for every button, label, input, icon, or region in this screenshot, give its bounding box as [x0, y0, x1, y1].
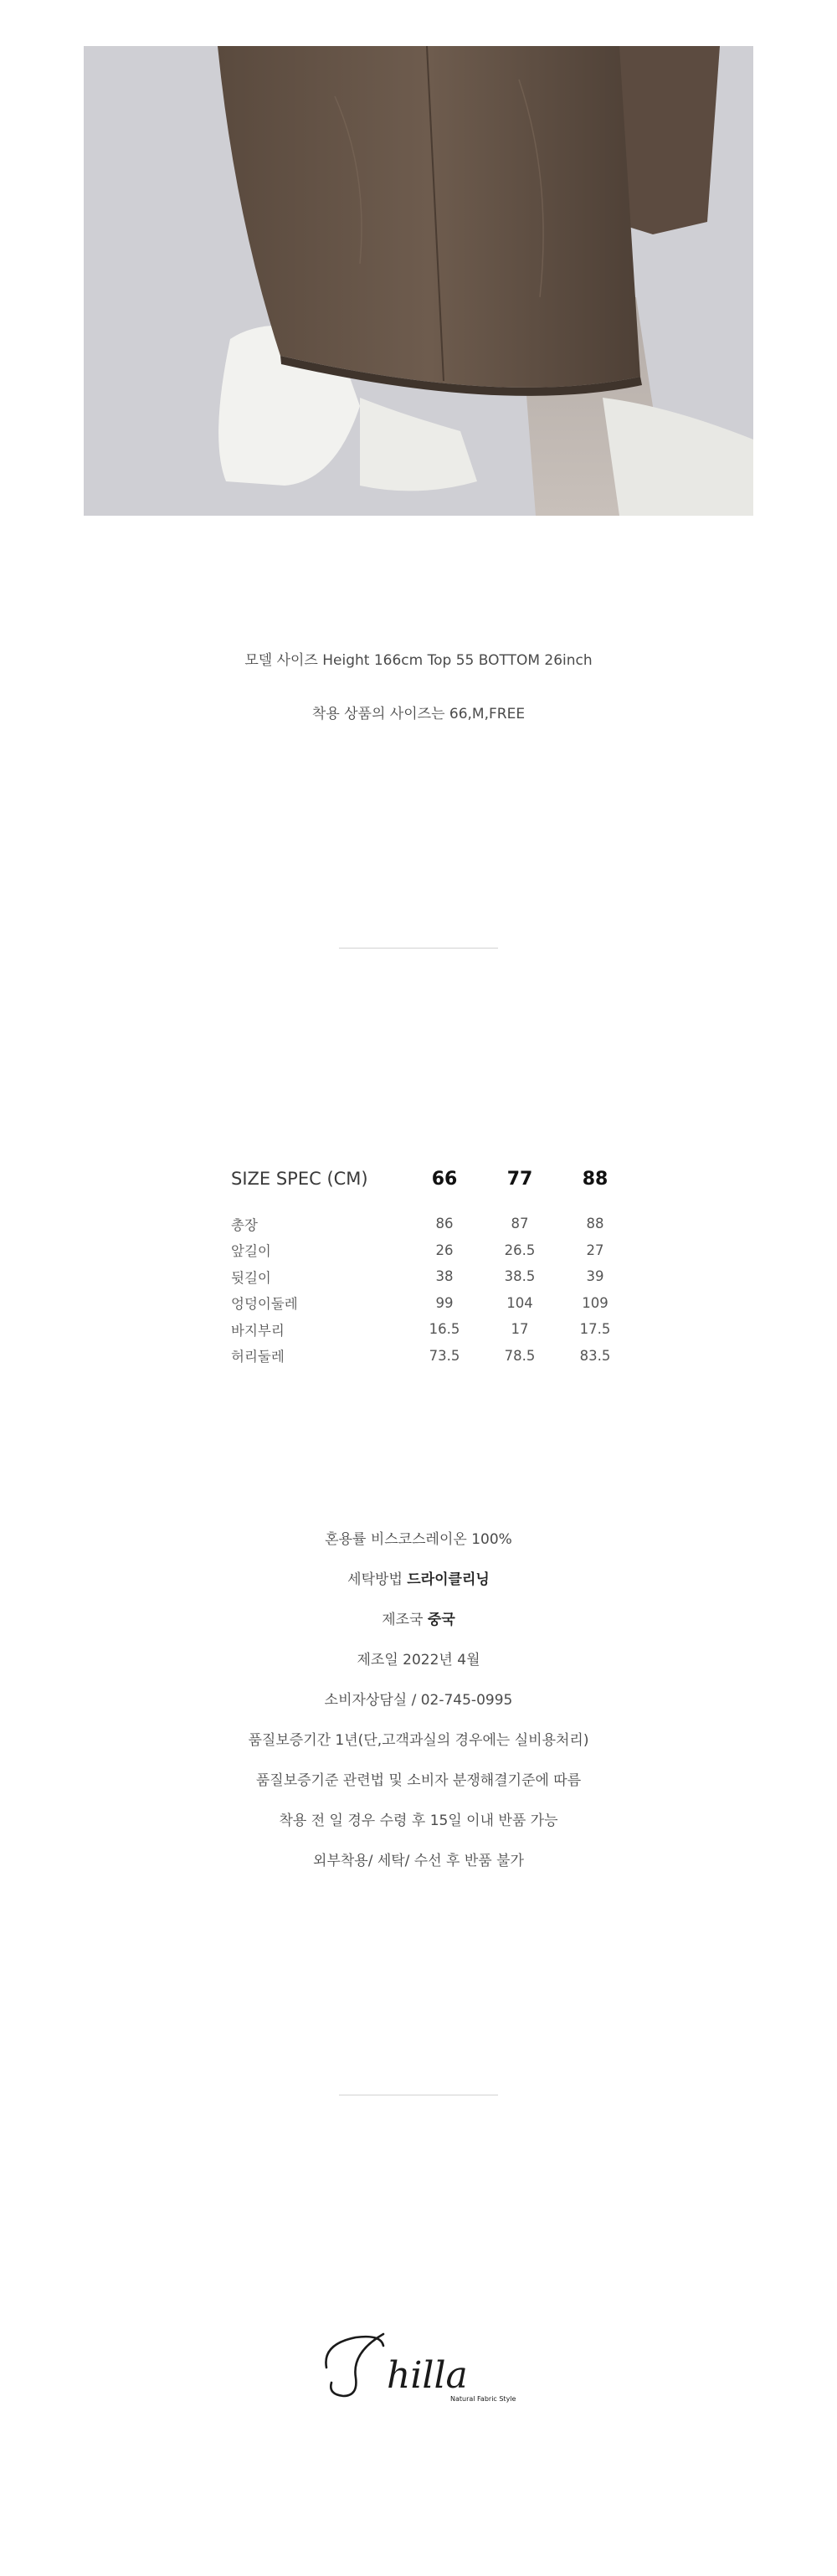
table-row [231, 1343, 633, 1370]
warranty-period: 품질보증기간 1년(단,고객과실의 경우에는 실비용처리) [248, 1732, 589, 1749]
size-spec-header-row [231, 1167, 633, 1211]
product-info-block [0, 1527, 837, 1889]
manufacture-date: 제조일 2022년 4월 [357, 1652, 480, 1668]
shilla-logo-mark [318, 2319, 519, 2411]
customer-service: 소비자상담실 / 02-745-0995 [324, 1692, 513, 1709]
row-label: 앞길이 [231, 1243, 271, 1260]
svg-text:hilla: hilla [387, 2354, 468, 2397]
cell-value: 104 [506, 1294, 533, 1311]
row-label: 총장 [231, 1216, 258, 1233]
fabric-composition: 혼용률 비스코스레이온 100% [325, 1531, 512, 1548]
table-row [231, 1263, 633, 1290]
cell-value: 26 [435, 1242, 454, 1258]
trousers-hem-illustration [84, 46, 753, 516]
wash-method-label: 세탁방법 [347, 1571, 408, 1588]
cell-value: 16.5 [429, 1321, 460, 1338]
cell-value: 78.5 [504, 1347, 536, 1364]
cell-value: 26.5 [504, 1242, 536, 1258]
size-header-77: 77 [506, 1168, 533, 1190]
worn-size-text: 착용 상품의 사이즈는 66,M,FREE [311, 706, 526, 722]
cell-value: 99 [435, 1294, 454, 1311]
warranty-standard: 품질보증기준 관련법 및 소비자 분쟁해결기준에 따름 [255, 1772, 582, 1789]
row-label: 허리둘레 [231, 1349, 285, 1365]
row-label: 바지부리 [231, 1322, 285, 1339]
size-spec-table [231, 1167, 633, 1369]
shilla-logo [318, 2319, 519, 2411]
return-policy: 착용 전 일 경우 수령 후 15일 이내 반품 가능 [279, 1812, 558, 1829]
cell-value: 87 [511, 1216, 529, 1232]
size-header-88: 88 [582, 1168, 608, 1190]
table-row [231, 1237, 633, 1264]
wash-method-value: 드라이클리닝 [407, 1571, 490, 1588]
product-photo [84, 46, 753, 516]
cell-value: 38.5 [504, 1268, 536, 1285]
model-size-text: 모델 사이즈 Height 166cm Top 55 BOTTOM 26inch [244, 652, 593, 669]
origin-label: 제조국 [382, 1612, 428, 1628]
cell-value: 73.5 [429, 1347, 460, 1364]
svg-text:Natural Fabric Style: Natural Fabric Style [450, 2395, 516, 2403]
cell-value: 83.5 [579, 1347, 611, 1364]
cell-value: 17.5 [579, 1321, 611, 1338]
size-spec-title: SIZE SPEC (CM) [231, 1169, 368, 1189]
cell-value: 39 [586, 1268, 604, 1285]
cell-value: 109 [582, 1294, 608, 1311]
section-divider [339, 948, 498, 949]
wash-method [0, 1567, 837, 1607]
table-row [231, 1316, 633, 1343]
cell-value: 17 [511, 1321, 529, 1338]
table-row [231, 1211, 633, 1237]
cell-value: 88 [586, 1216, 604, 1232]
row-label: 엉덩이둘레 [231, 1296, 298, 1313]
cell-value: 86 [435, 1216, 454, 1232]
size-header-66: 66 [431, 1168, 458, 1190]
no-return-notice: 외부착용/ 세탁/ 수선 후 반품 불가 [313, 1853, 524, 1869]
row-label: 뒷길이 [231, 1269, 271, 1286]
table-row [231, 1290, 633, 1317]
cell-value: 38 [435, 1268, 454, 1285]
country-of-origin [0, 1607, 837, 1648]
origin-value: 중국 [427, 1612, 455, 1628]
cell-value: 27 [586, 1242, 604, 1258]
